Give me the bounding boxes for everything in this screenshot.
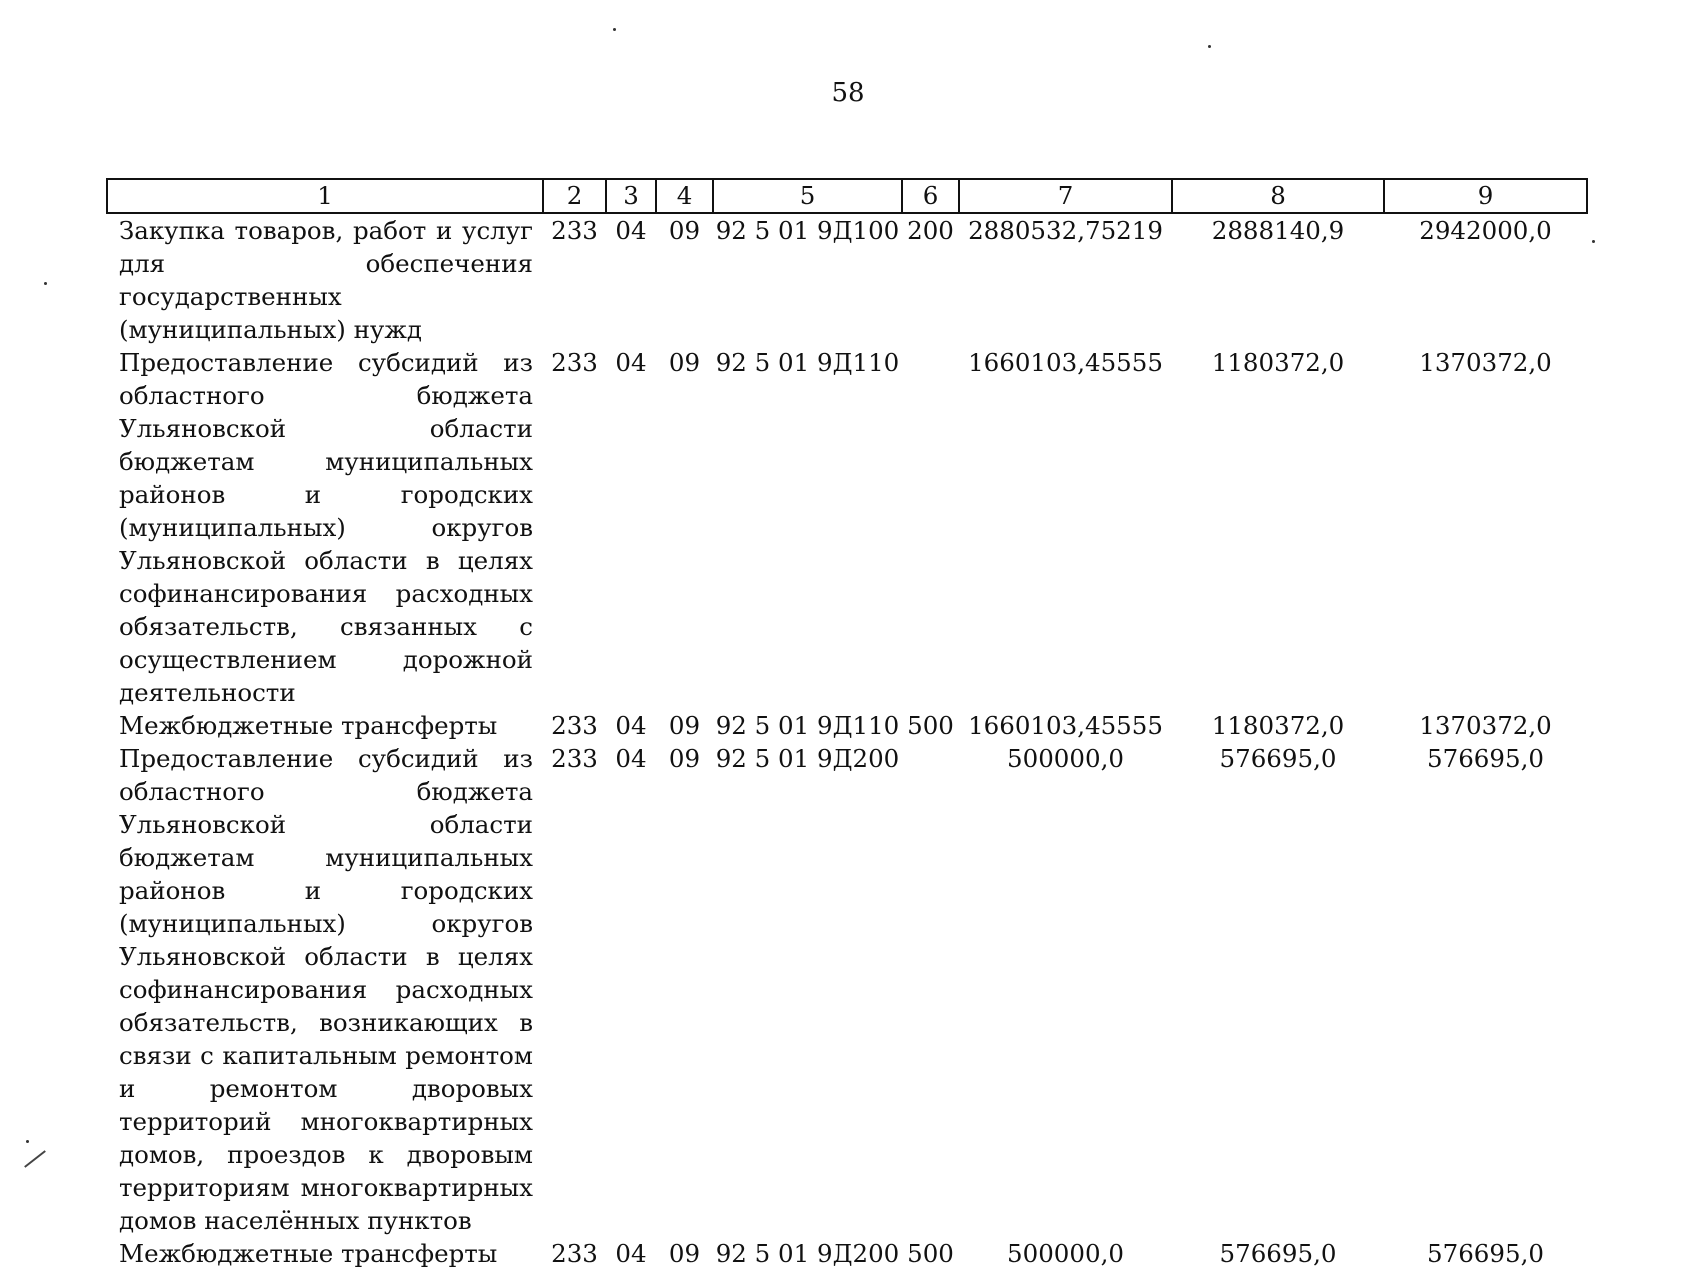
scan-speck bbox=[1592, 240, 1595, 243]
header-row bbox=[107, 179, 1587, 213]
row-expense-type: 500 bbox=[907, 711, 954, 740]
row-amount-col8: 576695,0 bbox=[1219, 744, 1337, 773]
row-subsection-code: 09 bbox=[668, 216, 701, 245]
row-amount-col9: 2942000,0 bbox=[1419, 216, 1552, 245]
column-header-8: 8 bbox=[1172, 179, 1384, 213]
row-section-code: 04 bbox=[615, 1239, 647, 1268]
column-header-3: 3 bbox=[606, 179, 656, 213]
row-amount-col9: 576695,0 bbox=[1427, 1239, 1544, 1268]
row-target-article: 92 5 01 9Д200 bbox=[715, 1239, 900, 1268]
row-ministry-code: 233 bbox=[551, 348, 598, 377]
budget-table bbox=[106, 178, 1588, 1270]
row-name: Предоставление субсидий из областного бюджета Ульяновской области бюджетам муниципальных районов и городских (муниципальных) округов Ульяновской области в целях софинансирования расходных обязательств, возникающих в связи с капитальным ремонтом и ремонтом дворовых территорий многоквартирных домов, проездов к дворовым территориям многоквартирных домов населённых пунктов bbox=[119, 744, 533, 1235]
row-target-article: 92 5 01 9Д200 bbox=[715, 744, 900, 773]
row-section-code: 04 bbox=[615, 348, 647, 377]
scan-pen-mark bbox=[24, 1150, 46, 1168]
table-row bbox=[107, 709, 1587, 742]
scan-speck bbox=[44, 282, 47, 285]
row-ministry-code: 233 bbox=[551, 711, 598, 740]
row-target-article: 92 5 01 9Д100 bbox=[715, 216, 900, 245]
row-ministry-code: 233 bbox=[551, 216, 598, 245]
row-target-article: 92 5 01 9Д110 bbox=[715, 711, 900, 740]
row-amount-col9: 1370372,0 bbox=[1419, 711, 1552, 740]
row-section-code: 04 bbox=[615, 216, 647, 245]
row-expense-type bbox=[902, 742, 959, 1237]
page-number: 58 bbox=[831, 78, 865, 108]
column-header-4: 4 bbox=[656, 179, 713, 213]
row-subsection-code: 09 bbox=[668, 711, 701, 740]
row-amount-col7: 500000,0 bbox=[1007, 1239, 1124, 1268]
column-header-1: 1 bbox=[107, 179, 543, 213]
column-header-9: 9 bbox=[1384, 179, 1587, 213]
column-header-5: 5 bbox=[713, 179, 902, 213]
scan-speck bbox=[26, 1140, 29, 1143]
row-expense-type: 500 bbox=[907, 1239, 954, 1268]
scan-speck bbox=[1208, 45, 1211, 48]
column-header-7: 7 bbox=[959, 179, 1172, 213]
row-ministry-code: 233 bbox=[551, 744, 598, 773]
row-section-code: 04 bbox=[615, 711, 647, 740]
row-ministry-code: 233 bbox=[551, 1239, 598, 1268]
row-amount-col8: 576695,0 bbox=[1219, 1239, 1337, 1268]
row-amount-col9: 1370372,0 bbox=[1419, 348, 1552, 377]
row-expense-type bbox=[902, 346, 959, 709]
table-row bbox=[107, 1237, 1587, 1270]
column-header-6: 6 bbox=[902, 179, 959, 213]
row-name: Межбюджетные трансферты bbox=[119, 711, 498, 740]
row-amount-col8: 1180372,0 bbox=[1211, 348, 1345, 377]
row-amount-col8: 2888140,9 bbox=[1211, 216, 1345, 245]
table-row bbox=[107, 346, 1587, 709]
row-subsection-code: 09 bbox=[668, 744, 701, 773]
row-amount-col7: 2880532,75219 bbox=[968, 216, 1163, 245]
row-amount-col9: 576695,0 bbox=[1427, 744, 1544, 773]
row-amount-col7: 1660103,45555 bbox=[968, 711, 1163, 740]
row-expense-type: 200 bbox=[907, 216, 954, 245]
row-name: Межбюджетные трансферты bbox=[119, 1239, 498, 1268]
row-amount-col7: 500000,0 bbox=[1007, 744, 1124, 773]
table-row bbox=[107, 742, 1587, 1237]
table-row bbox=[107, 213, 1587, 346]
row-subsection-code: 09 bbox=[668, 348, 701, 377]
row-name: Предоставление субсидий из областного бюджета Ульяновской области бюджетам муниципальных районов и городских (муниципальных) округов Ульяновской области в целях софинансирования расходных обязательств, связанных с осуществлением дорожной деятельности bbox=[119, 348, 533, 707]
column-header-2: 2 bbox=[543, 179, 606, 213]
row-subsection-code: 09 bbox=[668, 1239, 701, 1268]
row-target-article: 92 5 01 9Д110 bbox=[715, 348, 900, 377]
row-amount-col7: 1660103,45555 bbox=[968, 348, 1163, 377]
scan-speck bbox=[613, 28, 616, 31]
row-name: Закупка товаров, работ и услуг для обеспечения государственных (муниципальных) нужд bbox=[119, 216, 533, 344]
row-section-code: 04 bbox=[615, 744, 647, 773]
row-amount-col8: 1180372,0 bbox=[1211, 711, 1345, 740]
